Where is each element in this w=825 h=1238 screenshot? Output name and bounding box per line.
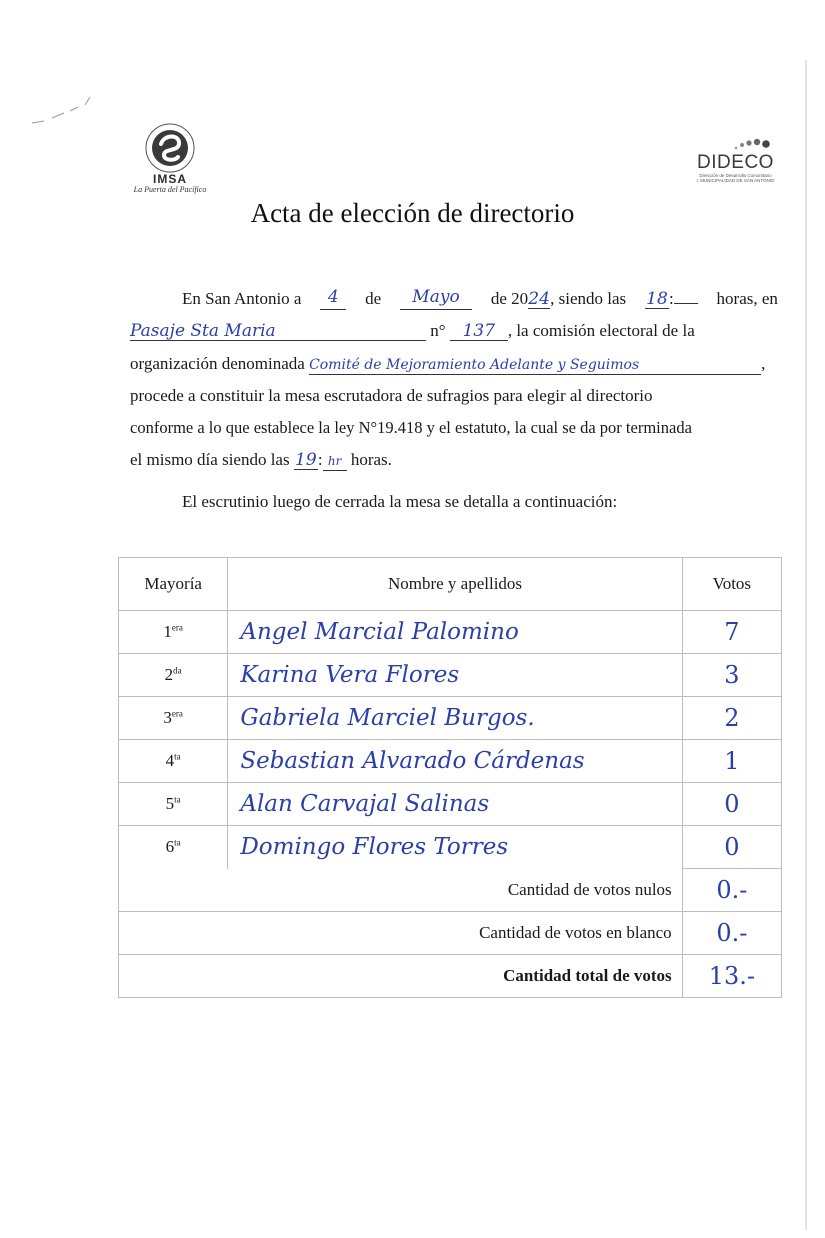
header-name: Nombre y apellidos: [228, 558, 682, 611]
field-day: 4: [320, 288, 346, 310]
table-row: [119, 654, 782, 697]
candidate-votes: 7: [682, 611, 781, 654]
blank-votes-label: Cantidad de votos en blanco: [119, 912, 683, 955]
text-colon-2: :: [317, 450, 323, 469]
table-row: [119, 826, 782, 869]
total-votes-label: Cantidad total de votos: [119, 955, 683, 998]
null-votes-label: Cantidad de votos nulos: [119, 869, 683, 912]
dideco-dots-icon: [688, 135, 783, 153]
dideco-subtitle-1: Dirección de Desarrollo Comunitario: [699, 173, 772, 178]
rank-suffix: ta: [174, 794, 181, 805]
text-organizacion-denominada: organización denominada: [130, 354, 305, 373]
dideco-brand: DIDECO: [697, 152, 774, 173]
null-votes-row: [119, 869, 782, 912]
imsa-tagline: La Puerta del Pacífico: [133, 185, 207, 194]
rank-number: 6: [165, 837, 175, 856]
text-horas: horas.: [350, 450, 392, 469]
page-title: Acta de elección de directorio: [250, 198, 575, 228]
text-comma: ,: [761, 354, 766, 373]
candidate-votes: 3: [682, 654, 781, 697]
null-votes-value: 0.-: [682, 869, 781, 912]
rank-suffix: ta: [174, 837, 181, 848]
text-horas-en: horas, en: [716, 289, 778, 308]
scan-mark: [30, 85, 110, 135]
header-rank: Mayoría: [119, 558, 228, 611]
candidate-name: Alan Carvajal Salinas: [228, 783, 682, 826]
candidate-name: Domingo Flores Torres: [228, 826, 682, 869]
field-end-hour: 19: [295, 450, 317, 470]
field-minute: [674, 303, 698, 304]
field-org-name: Comité de Mejoramiento Adelante y Seguimos: [309, 356, 761, 375]
blank-votes-row: [119, 912, 782, 955]
rank-cell: [119, 783, 228, 826]
text-numero: n°: [430, 321, 446, 340]
text-colon: :: [668, 289, 674, 308]
imsa-logo: [115, 122, 225, 202]
text-comision-electoral: , la comisión electoral de la: [507, 321, 695, 340]
intro-line-5: conforme a lo que establece la ley N°19.418 y el estatuto, la cual se da por terminada: [130, 418, 692, 437]
table-row: [119, 697, 782, 740]
intro-line-3: [130, 353, 780, 375]
field-year: 24: [528, 289, 550, 309]
text-de-20: de 20: [490, 289, 529, 308]
text-el-mismo-dia: el mismo día siendo las: [130, 450, 290, 469]
year-group: [491, 288, 626, 310]
candidate-votes: 0: [682, 826, 781, 869]
rank-cell: [119, 826, 228, 869]
text-siendo-las: , siendo las: [550, 289, 627, 308]
imsa-emblem-icon: [144, 122, 196, 174]
rank-suffix: era: [171, 622, 183, 633]
intro-line-4: procede a constituir la mesa escrutadora de sufragios para elegir al directorio: [130, 386, 653, 405]
intro-line-2: [130, 320, 780, 342]
time-group: [645, 288, 698, 310]
candidate-name: Sebastian Alvarado Cárdenas: [228, 740, 682, 783]
intro-line-1: [182, 288, 778, 310]
intro-line-7: El escrutinio luego de cerrada la mesa se detalla a continuación:: [182, 492, 618, 511]
field-end-minute: hr: [323, 452, 347, 471]
rank-number: 1: [163, 622, 172, 641]
intro-line-6: [130, 449, 780, 471]
table-row: [119, 611, 782, 654]
votes-table: [118, 557, 782, 998]
header-votes: Votos: [682, 558, 781, 611]
rank-cell: [119, 697, 228, 740]
scan-edge: [805, 60, 807, 1230]
table-row: [119, 783, 782, 826]
text-de: de: [365, 289, 382, 308]
rank-suffix: da: [173, 665, 182, 676]
text-en-san-antonio: En San Antonio a: [182, 289, 302, 308]
candidate-votes: 0: [682, 783, 781, 826]
candidate-votes: 1: [682, 740, 781, 783]
field-number: 137: [450, 322, 508, 341]
rank-number: 5: [165, 794, 175, 813]
candidate-name: Gabriela Marciel Burgos.: [228, 697, 682, 740]
candidate-name: Angel Marcial Palomino: [228, 611, 682, 654]
field-hour: 18: [646, 289, 668, 309]
rank-number: 2: [164, 665, 174, 684]
candidate-votes: 2: [682, 697, 781, 740]
dideco-logo: [688, 135, 783, 195]
blank-votes-value: 0.-: [682, 912, 781, 955]
table-header-row: [119, 558, 782, 611]
total-votes-row: [119, 955, 782, 998]
rank-cell: [119, 611, 228, 654]
rank-number: 3: [163, 708, 172, 727]
rank-number: 4: [165, 751, 175, 770]
rank-suffix: ta: [174, 751, 181, 762]
candidate-name: Karina Vera Flores: [228, 654, 682, 697]
rank-cell: [119, 740, 228, 783]
table-row: [119, 740, 782, 783]
imsa-brand: IMSA: [153, 172, 187, 186]
field-address: Pasaje Sta Maria: [130, 322, 426, 341]
dideco-subtitle-2: I. MUNICIPALIDAD DE SAN ANTONIO: [696, 178, 775, 183]
total-votes-value: 13.-: [682, 955, 781, 998]
field-month: Mayo: [400, 288, 472, 310]
rank-suffix: era: [171, 708, 183, 719]
rank-cell: [119, 654, 228, 697]
